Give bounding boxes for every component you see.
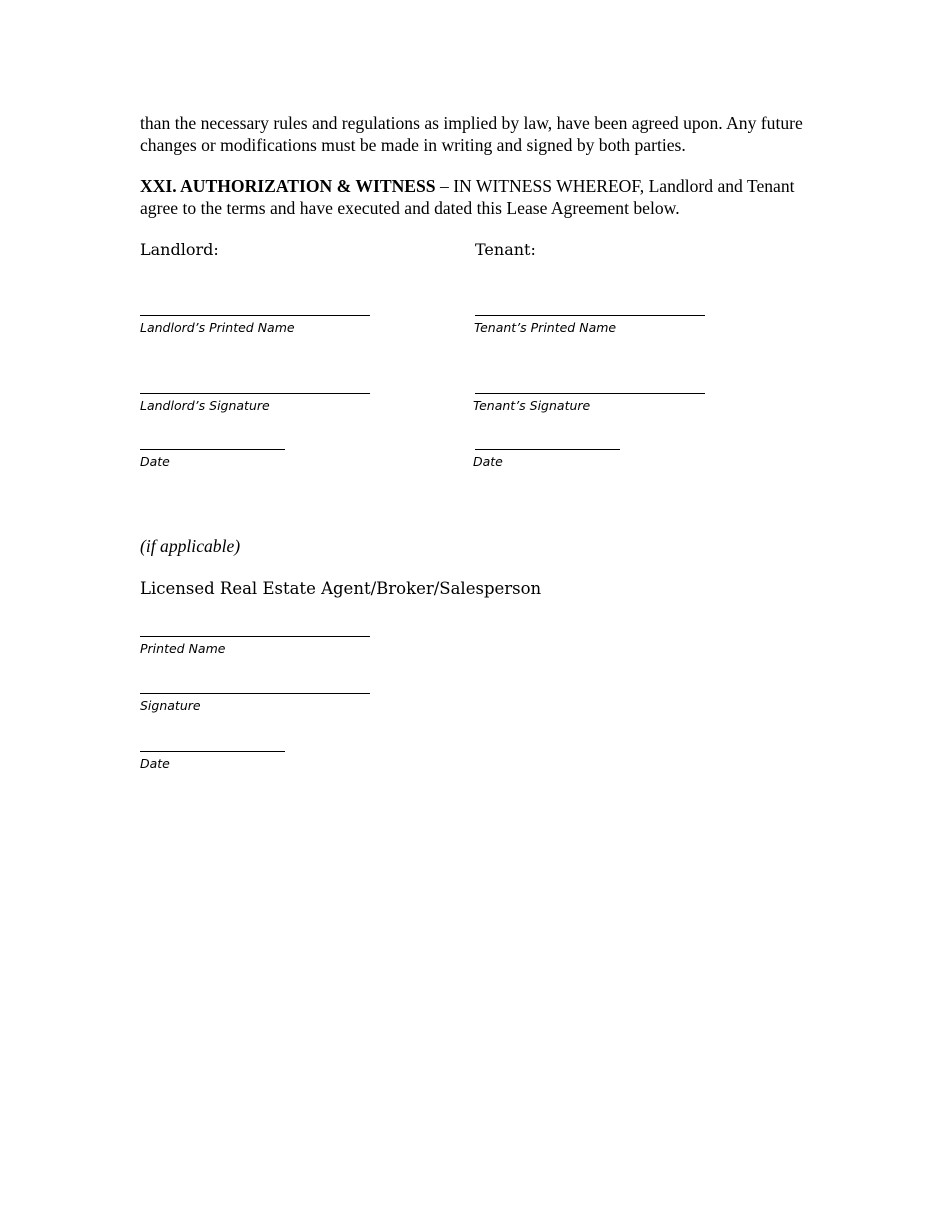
agent-date-line[interactable] xyxy=(140,751,285,752)
landlord-signature-caption: Landlord’s Signature xyxy=(140,398,270,413)
agent-printed-name-line[interactable] xyxy=(140,636,370,637)
agent-date-caption: Date xyxy=(140,756,170,771)
tenant-printed-name-caption: Tenant’s Printed Name xyxy=(474,320,617,335)
tenant-label: Tenant: xyxy=(475,240,536,259)
tenant-signature-caption: Tenant’s Signature xyxy=(473,398,591,413)
authorization-section xyxy=(140,175,820,219)
landlord-date-line[interactable] xyxy=(140,449,285,450)
landlord-label: Landlord: xyxy=(140,240,219,259)
continuation-paragraph: than the necessary rules and regulations as implied by law, have been agreed upon. Any future changes or modifications must be made in writing and signed by both parties. xyxy=(140,113,803,155)
tenant-date-caption: Date xyxy=(473,454,503,469)
tenant-date-line[interactable] xyxy=(475,449,620,450)
landlord-printed-name-caption: Landlord’s Printed Name xyxy=(140,320,295,335)
landlord-signature-line[interactable] xyxy=(140,393,370,394)
if-applicable-note: (if applicable) xyxy=(140,536,241,556)
agent-label: Licensed Real Estate Agent/Broker/Salesperson xyxy=(140,579,542,598)
agent-signature-line[interactable] xyxy=(140,693,370,694)
section-body: – IN WITNESS WHEREOF, Landlord and Tenant agree to the terms and have executed and dated this Lease Agreement below. xyxy=(140,176,795,218)
tenant-signature-line[interactable] xyxy=(475,393,705,394)
section-heading: XXI. AUTHORIZATION & WITNESS xyxy=(140,176,436,196)
agent-printed-name-caption: Printed Name xyxy=(140,641,226,656)
landlord-date-caption: Date xyxy=(140,454,170,469)
tenant-printed-name-line[interactable] xyxy=(475,315,705,316)
landlord-printed-name-line[interactable] xyxy=(140,315,370,316)
agent-signature-caption: Signature xyxy=(140,698,201,713)
